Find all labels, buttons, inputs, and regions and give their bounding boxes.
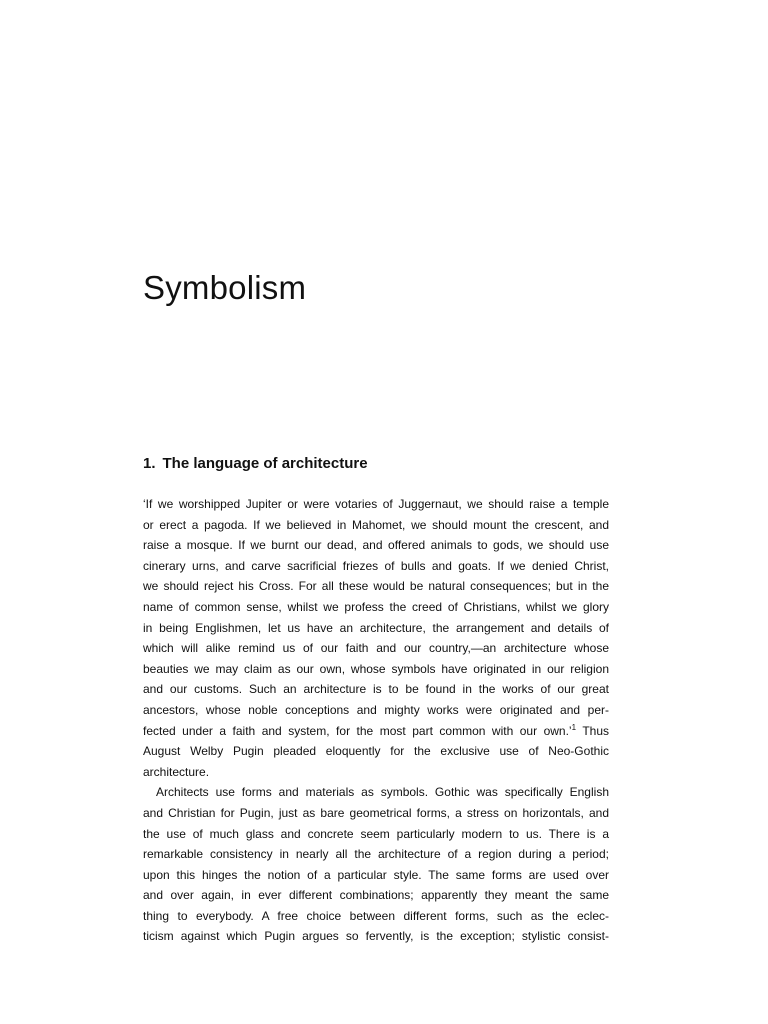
text-line: Architects use forms and materials as symbols. Gothic was specifically English [156, 785, 609, 800]
section-title: The language of architecture [162, 455, 368, 472]
text-line: name of common sense, whilst we profess the creed of Christians, whilst we glory [143, 599, 609, 614]
text-line-with-footnote [143, 721, 609, 742]
text-line: remarkable consistency in nearly all the architecture of a region during a period; [143, 847, 609, 862]
text-line: ticism against which Pugin argues so fervently, is the exception; stylistic consist- [143, 929, 609, 944]
text-line-tail: Thus [576, 723, 610, 738]
text-line: beauties we may claim as our own, whose symbols have originated in our religion [143, 661, 609, 676]
paragraph-2 [143, 782, 609, 947]
text-line: and our customs. Such an architecture is to be found in the works of our great [143, 682, 609, 697]
section-number: 1. [143, 455, 156, 472]
text-line: cinerary urns, and carve sacrificial friezes of bulls and goats. If we denied Christ, [143, 558, 609, 573]
paragraph-1 [143, 494, 609, 782]
footnote-marker[interactable]: 1 [571, 722, 577, 732]
text-line: and Christian for Pugin, just as bare geometrical forms, a stress on horizontals, and [143, 805, 609, 820]
chapter-title: Symbolism [143, 269, 307, 306]
text-line: thing to everybody. A free choice between different forms, such as the eclec- [143, 908, 609, 923]
text-line: ancestors, whose noble conceptions and mighty works were originated and per- [143, 702, 609, 717]
text-line: or erect a pagoda. If we believed in Mahomet, we should mount the crescent, and [143, 517, 609, 532]
text-line: ‘If we worshipped Jupiter or were votaries of Juggernaut, we should raise a temple [143, 497, 609, 511]
body-text [143, 494, 609, 947]
text-line: raise a mosque. If we burnt our dead, and offered animals to gods, we should use [143, 538, 609, 553]
section-heading [143, 453, 368, 475]
text-line: the use of much glass and concrete seem particularly modern to us. There is a [143, 826, 609, 841]
text-line: and over again, in ever different combinations; apparently they meant the same [143, 888, 609, 903]
text-line: in being Englishmen, let us have an architecture, the arrangement and details of [143, 620, 609, 635]
text-line: August Welby Pugin pleaded eloquently for the exclusive use of Neo-Gothic [143, 744, 609, 759]
text-line-content: fected under a faith and system, for the most part common with our own.’ [143, 723, 572, 738]
text-line: which will alike remind us of our faith and our country,—an architecture whose [143, 641, 609, 656]
text-line: upon this hinges the notion of a particular style. The same forms are used over [143, 867, 609, 882]
text-line: we should reject his Cross. For all these would be natural consequences; but in the [143, 579, 609, 594]
text-line: architecture. [143, 764, 210, 779]
